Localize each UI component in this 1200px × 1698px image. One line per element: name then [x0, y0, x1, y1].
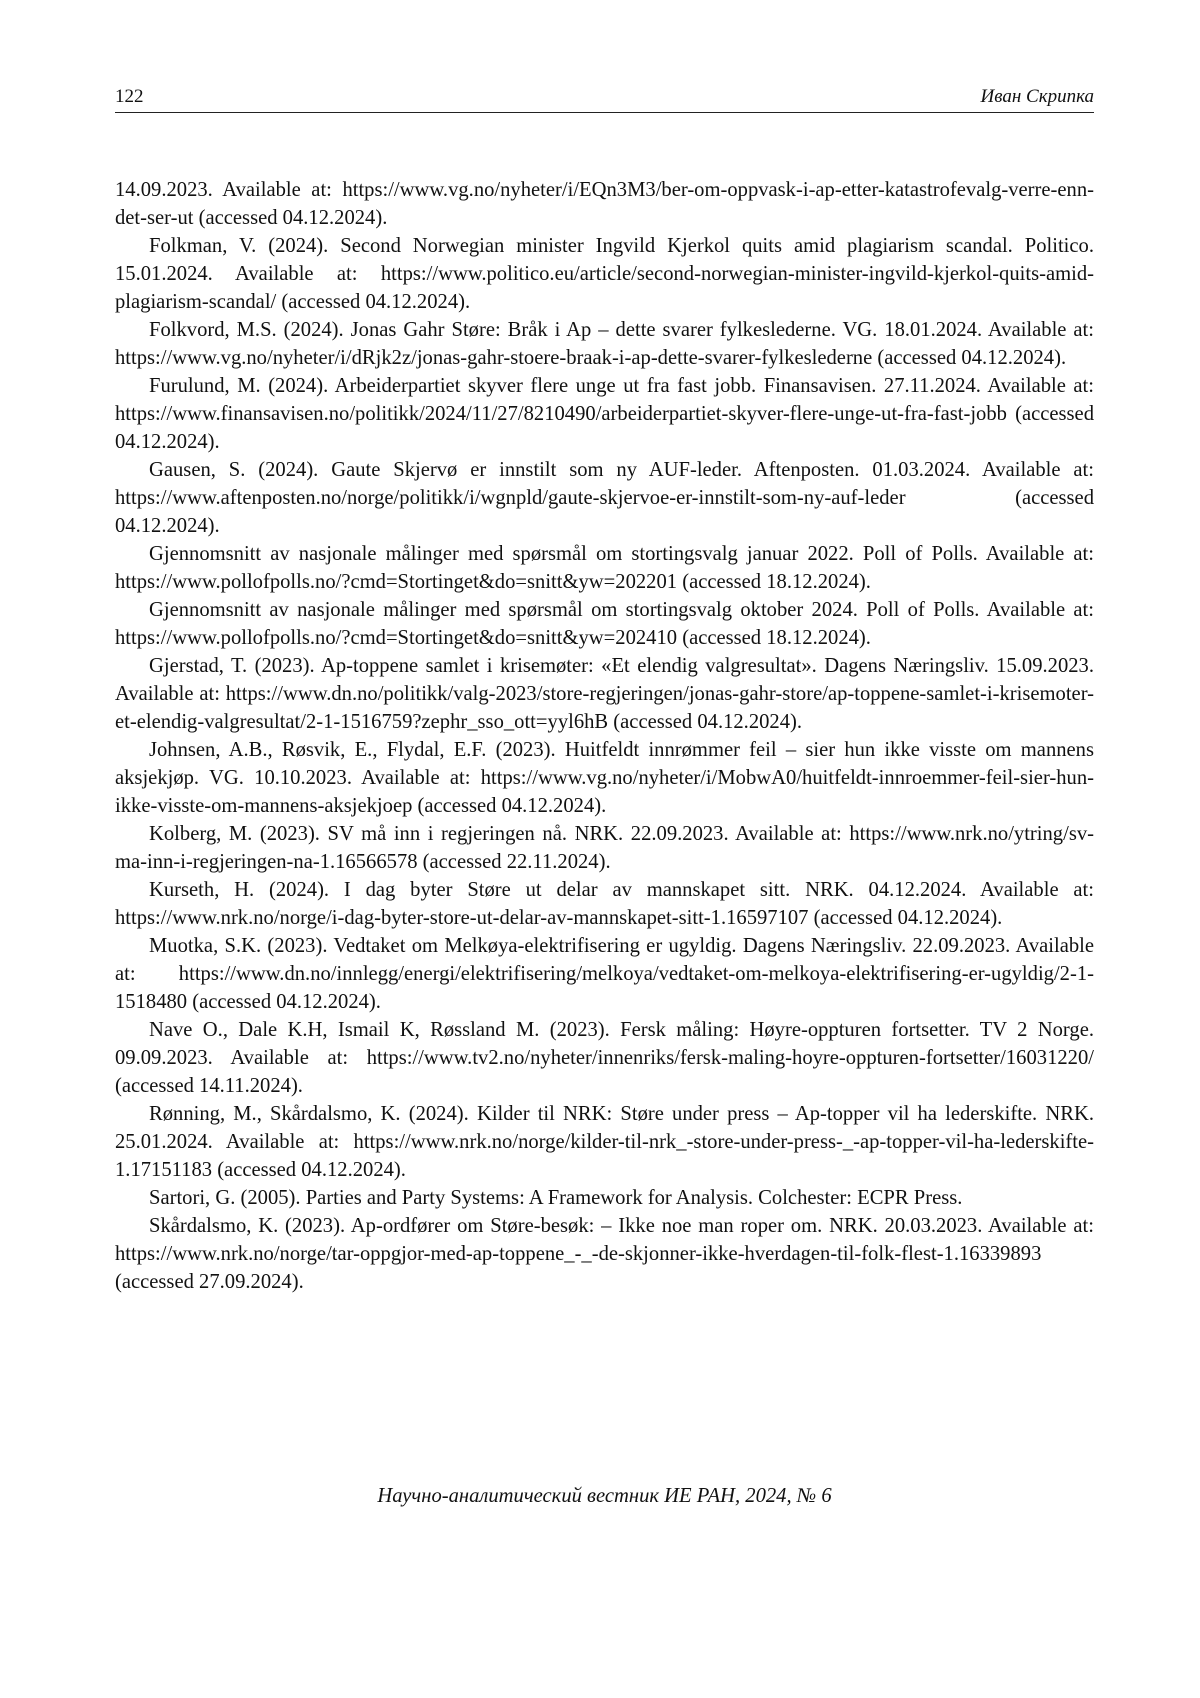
reference-item: Gjerstad, T. (2023). Ap-toppene samlet i krisemøter: «Et elendig valgresultat». Dagens Næringsliv. 15.09.2023. Available at: https://www.dn.no/politikk/valg-2023/store-regjeringen/jonas-gahr-store/ap-toppene-samlet-i-krisemoter-et-elendig-valgresultat/2-1-1516759?zephr_sso_ott=yyl6hB (accessed 04.12.2024).: [115, 655, 1094, 733]
reference-item: Johnsen, A.B., Røsvik, E., Flydal, E.F. (2023). Huitfeldt innrømmer feil – sier hun ikke visste om mannens aksjekjøp. VG. 10.10.2023. Available at: https://www.vg.no/nyheter/i/MobwA0/huitfeldt-innroemmer-feil-sier-hun-ikke-visste-om-mannens-aksjekjoep (accessed 04.12.2024).: [115, 739, 1094, 817]
page-header: [115, 86, 1094, 113]
reference-item: Sartori, G. (2005). Parties and Party Systems: A Framework for Analysis. Colchester: ECPR Press.: [149, 1187, 963, 1209]
reference-item: Kurseth, H. (2024). I dag byter Støre ut delar av mannskapet sitt. NRK. 04.12.2024. Available at: https://www.nrk.no/norge/i-dag-byter-store-ut-delar-av-mannskapet-sitt-1.16597107 (accessed 04.12.2024).: [115, 879, 1094, 929]
reference-item: Muotka, S.K. (2023). Vedtaket om Melkøya-elektrifisering er ugyldig. Dagens Næringsliv. 22.09.2023. Available at: https://www.dn.no/innlegg/energi/elektrifisering/melkoya/vedtaket-om-melkoya-elektrifisering-er-ugyldig/2-1-1518480 (accessed 04.12.2024).: [115, 935, 1094, 1013]
page-number: 122: [115, 86, 144, 107]
reference-item: Folkvord, M.S. (2024). Jonas Gahr Støre: Bråk i Ap – dette svarer fylkeslederne. VG. 18.01.2024. Available at: https://www.vg.no/nyheter/i/dRjk2z/jonas-gahr-stoere-braak-i-ap-dette-svarer-fylkeslederne (accessed 04.12.2024).: [115, 319, 1094, 369]
reference-list: [115, 176, 1094, 1296]
reference-item: Skårdalsmo, K. (2023). Ap-ordfører om Støre-besøk: – Ikke noe man roper om. NRK. 20.03.2023. Available at: https://www.nrk.no/norge/tar-oppgjor-med-ap-toppene_-_-de-skjonner-ikke-hverdagen-til-folk-flest-1.16339893 (accessed 27.09.2024).: [115, 1215, 1094, 1293]
journal-footer: Научно-аналитический вестник ИЕ РАН, 2024, № 6: [377, 1485, 832, 1507]
reference-item: Folkman, V. (2024). Second Norwegian minister Ingvild Kjerkol quits amid plagiarism scandal. Politico. 15.01.2024. Available at: https://www.politico.eu/article/second-norwegian-minister-ingvild-kjerkol-quits-amid-plagiarism-scandal/ (accessed 04.12.2024).: [115, 235, 1094, 313]
running-head-author: Иван Скрипка: [980, 86, 1094, 107]
reference-item: Gausen, S. (2024). Gaute Skjervø er innstilt som ny AUF-leder. Aftenposten. 01.03.2024. Available at: https://www.aftenposten.no/norge/politikk/i/wgnpld/gaute-skjervoe-er-innstilt-som-ny-auf-leder (accessed 04.12.2024).: [115, 459, 1094, 537]
reference-item: Nave O., Dale K.H, Ismail K, Røssland M. (2023). Fersk måling: Høyre-oppturen fortsetter. TV 2 Norge. 09.09.2023. Available at: https://www.tv2.no/nyheter/innenriks/fersk-maling-hoyre-oppturen-fortsetter/16031220/ (accessed 14.11.2024).: [115, 1019, 1094, 1097]
reference-item: Rønning, M., Skårdalsmo, K. (2024). Kilder til NRK: Støre under press – Ap-topper vil ha lederskifte. NRK. 25.01.2024. Available at: https://www.nrk.no/norge/kilder-til-nrk_-store-under-press-_-ap-topper-vil-ha-lederskifte-1.17151183 (accessed 04.12.2024).: [115, 1103, 1094, 1181]
reference-item: Kolberg, M. (2023). SV må inn i regjeringen nå. NRK. 22.09.2023. Available at: https://www.nrk.no/ytring/sv-ma-inn-i-regjeringen-na-1.16566578 (accessed 22.11.2024).: [115, 823, 1094, 873]
reference-item: Gjennomsnitt av nasjonale målinger med spørsmål om stortingsvalg oktober 2024. Poll of Polls. Available at: https://www.pollofpolls.no/?cmd=Stortinget&do=snitt&yw=202410 (accessed 18.12.2024).: [115, 599, 1094, 649]
reference-item: Gjennomsnitt av nasjonale målinger med spørsmål om stortingsvalg januar 2022. Poll of Polls. Available at: https://www.pollofpolls.no/?cmd=Stortinget&do=snitt&yw=202201 (accessed 18.12.2024).: [115, 543, 1094, 593]
reference-item: 14.09.2023. Available at: https://www.vg.no/nyheter/i/EQn3M3/ber-om-oppvask-i-ap-etter-katastrofevalg-verre-enn-det-ser-ut (accessed 04.12.2024).: [115, 179, 1094, 229]
reference-item: Furulund, M. (2024). Arbeiderpartiet skyver flere unge ut fra fast jobb. Finansavisen. 27.11.2024. Available at: https://www.finansavisen.no/politikk/2024/11/27/8210490/arbeiderpartiet-skyver-flere-unge-ut-fra-fast-jobb (accessed 04.12.2024).: [115, 375, 1094, 453]
